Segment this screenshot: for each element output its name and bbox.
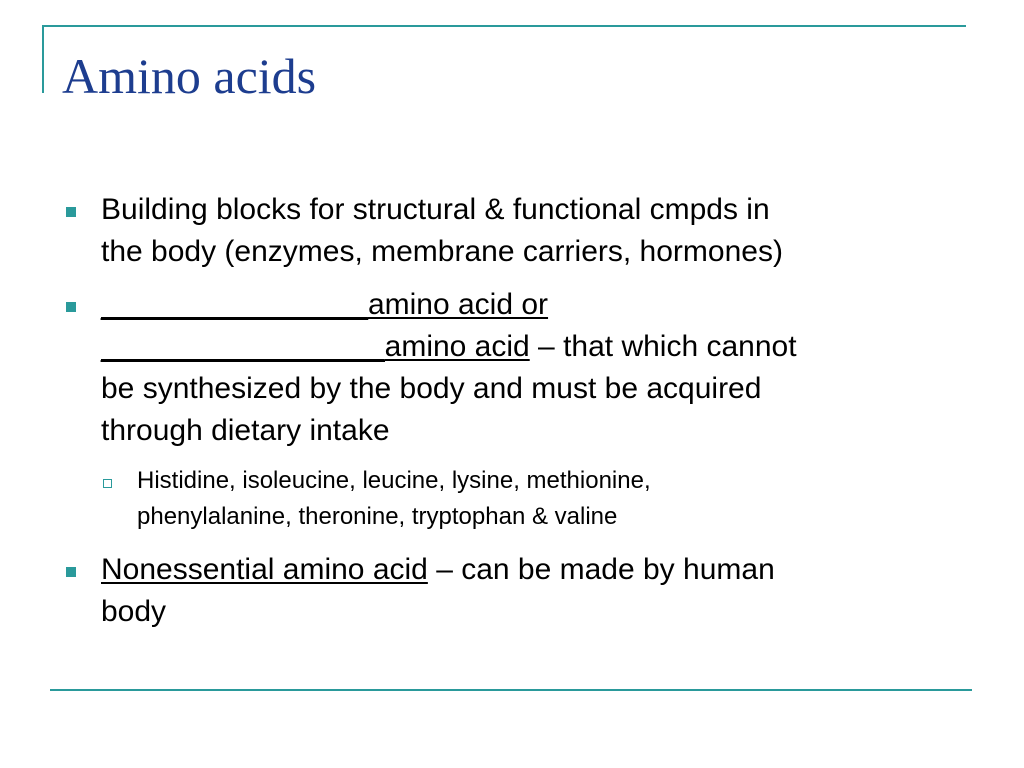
underlined-term: amino acid [384, 330, 530, 363]
frame-bottom-line [50, 689, 972, 691]
bullet-text-line [101, 549, 960, 591]
bullet-building-blocks [60, 189, 960, 273]
bullet-text-line: Building blocks for structural & functional cmpds in [101, 193, 770, 226]
fill-in-blank: _________________ [101, 330, 385, 363]
bullet-nonessential-amino-acid [60, 549, 960, 633]
filled-square-bullet-icon [66, 207, 76, 217]
bullet-text-line [101, 326, 960, 368]
frame-top-line [42, 25, 966, 27]
sub-bullet-text-line: Histidine, isoleucine, leucine, lysine, methionine, [137, 467, 651, 494]
hollow-square-bullet-icon [103, 479, 112, 488]
filled-square-bullet-icon [66, 567, 76, 577]
bullet-text-line [101, 284, 960, 326]
sub-bullet-text-line: phenylalanine, theronine, tryptophan & valine [137, 503, 618, 530]
definition-text: – can be made by human [427, 553, 775, 586]
filled-square-bullet-icon [66, 302, 76, 312]
underlined-term: Nonessential amino acid [101, 553, 428, 586]
slide-title: Amino acids [62, 48, 317, 104]
bullet-text-line: body [101, 595, 167, 628]
bullet-essential-amino-acid [60, 284, 960, 452]
frame-vertical-line [42, 25, 44, 93]
definition-text: – that which cannot [529, 330, 797, 363]
bullet-text-line: through dietary intake [101, 414, 390, 447]
bullet-text-line: the body (enzymes, membrane carriers, hormones) [101, 235, 783, 268]
underlined-term: amino acid or [367, 288, 549, 321]
slide-content [60, 189, 960, 644]
bullet-text-line: be synthesized by the body and must be acquired [101, 372, 762, 405]
sub-bullet-essential-list [60, 463, 960, 535]
fill-in-blank: ________________ [101, 288, 368, 321]
